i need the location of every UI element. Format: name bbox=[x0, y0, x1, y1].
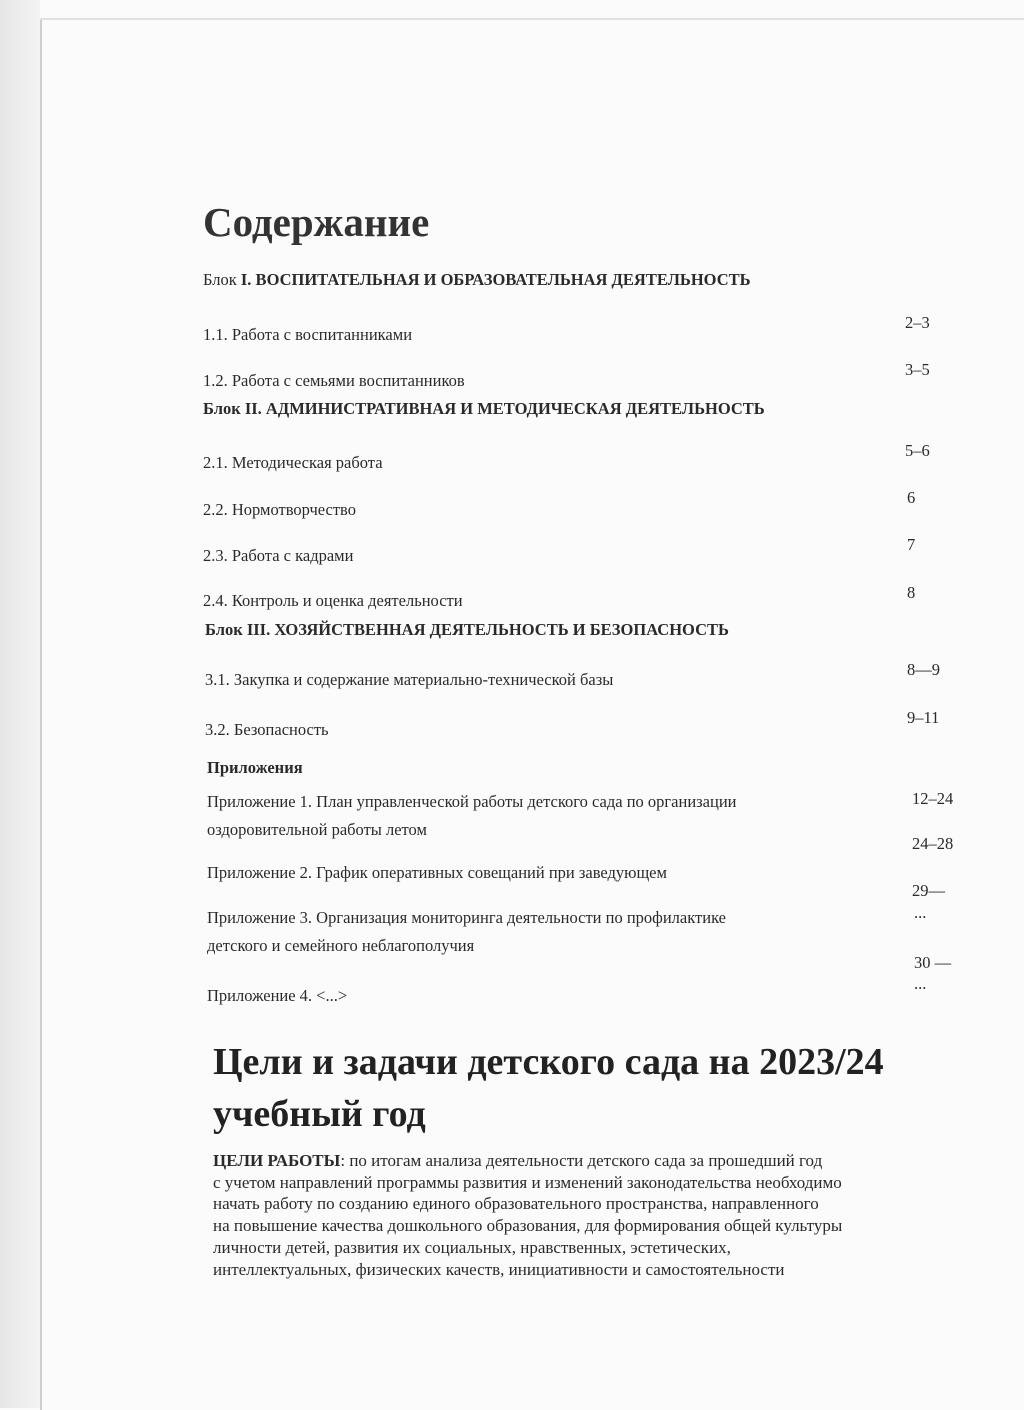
page-top-edge bbox=[40, 18, 1024, 20]
toc-entry-2-2: 2.2. Нормотворчество bbox=[203, 500, 356, 519]
goals-line: начать работу по созданию единого образовательного пространства, направленного bbox=[213, 1194, 819, 1214]
goals-line: на повышение качества дошкольного образования, для формирования общей культуры bbox=[213, 1216, 843, 1236]
appendix-2-line1: Приложение 2. График оперативных совещаний при заведующем bbox=[207, 863, 667, 882]
appendix-3-line1: Приложение 3. Организация мониторинга деятельности по профилактике bbox=[207, 908, 727, 927]
goals-line: интеллектуальных, физических качеств, инициативности и самостоятельности bbox=[213, 1259, 785, 1279]
goals-text: : по итогам анализа деятельности детского сада за прошедший год bbox=[340, 1151, 823, 1170]
toc-page-2-1: 5–6 bbox=[905, 441, 930, 460]
appendix-4-pages-cont: ... bbox=[914, 974, 927, 993]
appendix-3-pages: 29— bbox=[912, 881, 945, 900]
toc-page-2-4: 8 bbox=[907, 583, 916, 602]
appendix-1-line1: Приложение 1. План управленческой работы детского сада по организации bbox=[207, 792, 737, 811]
toc-page-2-2: 6 bbox=[907, 488, 916, 507]
goals-title-line2: учебный год bbox=[213, 1093, 426, 1135]
block-title: I. ВОСПИТАТЕЛЬНАЯ И ОБРАЗОВАТЕЛЬНАЯ ДЕЯТЕЛЬНОСТЬ bbox=[240, 270, 751, 289]
toc-entry-1-2: 1.2. Работа с семьями воспитанников bbox=[203, 371, 465, 390]
toc-page-1-2: 3–5 bbox=[905, 360, 930, 379]
toc-page-1-1: 2–3 bbox=[905, 313, 930, 332]
toc-entry-2-4: 2.4. Контроль и оценка деятельности bbox=[203, 591, 463, 610]
toc-appendices-heading: Приложения bbox=[207, 758, 303, 777]
toc-block-1 bbox=[203, 270, 751, 290]
toc-page-2-3: 7 bbox=[907, 535, 916, 554]
goals-line: с учетом направлений программы развития и изменений законодательства необходимо bbox=[213, 1172, 842, 1192]
toc-entry-3-2: 3.2. Безопасность bbox=[205, 720, 329, 739]
goals-line: личности детей, развития их социальных, нравственных, эстетических, bbox=[213, 1237, 731, 1257]
appendix-3-line2: детского и семейного неблагополучия bbox=[207, 936, 475, 955]
toc-entry-1-1: 1.1. Работа с воспитанниками bbox=[203, 325, 413, 344]
scan-left-edge bbox=[0, 0, 40, 1408]
appendix-2-pages: 24–28 bbox=[912, 834, 954, 853]
block-prefix: Блок bbox=[203, 270, 241, 289]
goals-label: ЦЕЛИ РАБОТЫ bbox=[213, 1151, 341, 1170]
appendix-1-line2: оздоровительной работы летом bbox=[207, 820, 427, 839]
goals-line bbox=[213, 1150, 983, 1172]
toc-block-2: Блок II. АДМИНИСТРАТИВНАЯ И МЕТОДИЧЕСКАЯ ДЕЯТЕЛЬНОСТЬ bbox=[203, 399, 765, 418]
goals-paragraph bbox=[213, 1150, 983, 1280]
goals-title-line1: Цели и задачи детского сада на 2023/24 bbox=[213, 1041, 884, 1083]
appendix-3-pages-cont: ... bbox=[914, 903, 927, 922]
page-edge-line bbox=[40, 20, 42, 1410]
appendix-4-pages: 30 — bbox=[914, 953, 952, 972]
appendix-4-line1: Приложение 4. <...> bbox=[207, 986, 348, 1005]
toc-entry-2-1: 2.1. Методическая работа bbox=[203, 453, 383, 472]
toc-title: Содержание bbox=[203, 199, 430, 245]
toc-entry-2-3: 2.3. Работа с кадрами bbox=[203, 546, 354, 565]
toc-entry-3-1: 3.1. Закупка и содержание материально-технической базы bbox=[205, 670, 614, 689]
appendix-1-pages: 12–24 bbox=[912, 789, 954, 808]
toc-block-3: Блок III. ХОЗЯЙСТВЕННАЯ ДЕЯТЕЛЬНОСТЬ И БЕЗОПАСНОСТЬ bbox=[205, 620, 729, 639]
toc-page-3-1: 8—9 bbox=[907, 660, 940, 679]
toc-page-3-2: 9–11 bbox=[907, 708, 940, 727]
